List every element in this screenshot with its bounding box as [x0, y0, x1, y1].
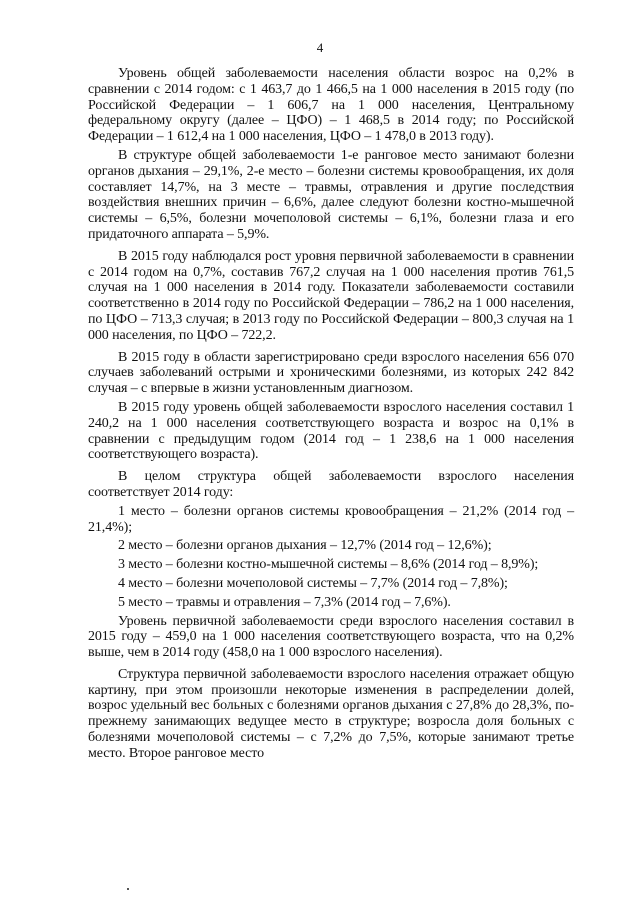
page-number: 4 [316, 40, 324, 55]
paragraph-morbidity-structure: В структуре общей заболеваемости 1-е ранговое место занимают болезни органов дыхания – 29,1%, 2-е место – болезни системы кровообращения, их доля составляет 14,7%, на 3 месте – травмы, отравления и другие последствия воздействия внешних причин – 6,6%, далее следуют болезни костно-мышечной системы – 6,5%, болезни мочеполовой системы – 6,1%, болезни глаза и его придаточного аппарата – 5,9%. [88, 147, 574, 242]
paragraph-adult-primary-level: Уровень первичной заболеваемости среди взрослого населения составил в 2015 году – 459,0 на 1 000 населения соответствующего возраста, что на 0,2% выше, чем в 2014 году (458,0 на 1 000 взрослого населения). [88, 613, 574, 661]
paragraph-adult-primary-structure: Структура первичной заболеваемости взрослого населения отражает общую картину, при этом произошли некоторые изменения в распределении долей, возрос удельный вес больных с болезнями органов дыхания с 27,8% до 28,3%, по-прежнему занимающих ведущее место в структуре; возросла доля больных с болезнями мочеполовой системы – с 7,2% до 7,5%, которые занимают третье место. Второе ранговое место [88, 666, 574, 761]
list-item-rank-1: 1 место – болезни органов системы кровообращения – 21,2% (2014 год – 21,4%); [88, 503, 574, 535]
list-item-rank-2: 2 место – болезни органов дыхания – 12,7% (2014 год – 12,6%); [118, 538, 492, 554]
paragraph-adult-structure-intro: В целом структура общей заболеваемости взрослого населения соответствует 2014 году: [88, 469, 574, 500]
paragraph-primary-morbidity: В 2015 году наблюдался рост уровня первичной заболеваемости в сравнении с 2014 годом на 0,7%, составив 767,2 случая на 1 000 населения против 761,5 случая на 1 000 населения в 2014 году. Показатели заболеваемости составили соответственно в 2014 году по Российской Федерации – 786,2 на 1 000 населения, по ЦФО – 713,3 случая; в 2013 году по Российской Федерации – 800,3 случая на 1 000 населения, по ЦФО – 722,2. [88, 248, 574, 343]
list-item-rank-4: 4 место – болезни мочеполовой системы – 7,7% (2014 год – 7,8%); [118, 575, 508, 591]
paragraph-general-morbidity: Уровень общей заболеваемости населения области возрос на 0,2% в сравнении с 2014 годом: с 1 463,7 до 1 466,5 на 1 000 населения в 2015 году (по Российской Федерации – 1 606,7 на 1 000 населения, Центральному федеральному округу (далее – ЦФО) – 1 468,5 в 2014 году; по Российской Федерации – 1 612,4 на 1 000 населения, ЦФО – 1 478,0 в 2013 году). [88, 66, 574, 145]
paragraph-adult-cases: В 2015 году в области зарегистрировано среди взрослого населения 656 070 случаев заболеваний острыми и хроническими болезнями, из которых 242 842 случая – с впервые в жизни установленным диагнозом. [88, 349, 574, 397]
list-item-rank-3: 3 место – болезни костно-мышечной системы – 8,6% (2014 год – 8,9%); [118, 557, 539, 573]
document-body [88, 66, 574, 765]
scan-mark [127, 888, 129, 890]
list-item-rank-5: 5 место – травмы и отравления – 7,3% (2014 год – 7,6%). [118, 594, 451, 610]
paragraph-adult-general-level: В 2015 году уровень общей заболеваемости взрослого населения составил 1 240,2 на 1 000 населения соответствующего возраста и возрос на 0,1% в сравнении с предыдущим годом (2014 год – 1 238,6 на 1 000 населения соответствующего возраста). [88, 399, 574, 463]
